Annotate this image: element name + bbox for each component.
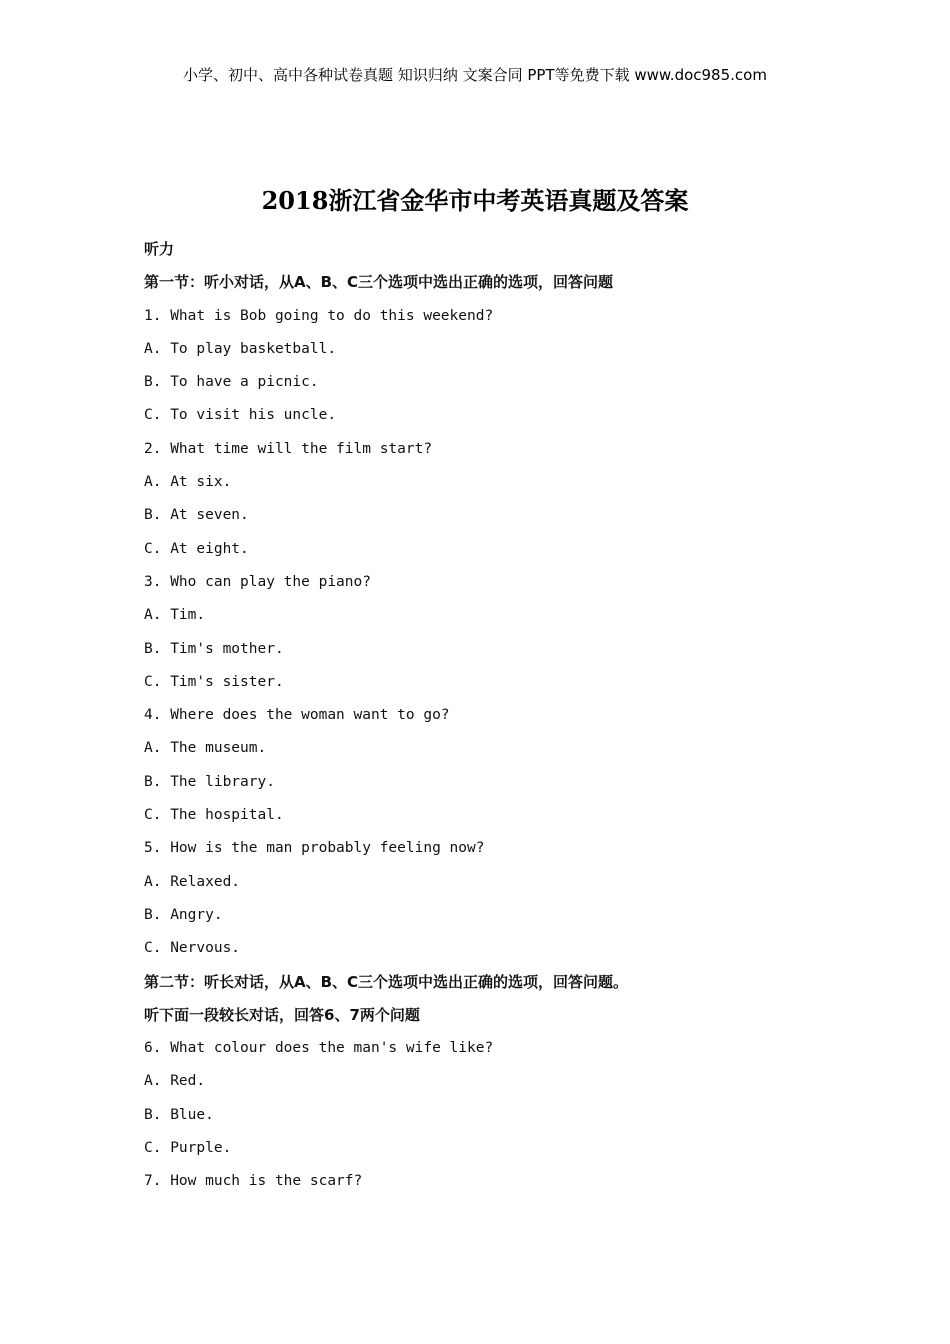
question-line: B. At seven. bbox=[144, 507, 249, 524]
question-line: B. Angry. bbox=[144, 906, 223, 923]
page-header-banner: 小学、初中、高中各种试卷真题 知识归纳 文案合同 PPT等免费下载 www.doc985.com bbox=[183, 66, 767, 84]
question-line: B. Tim's mother. bbox=[144, 640, 284, 657]
section-heading: 听下面一段较长对话，回答6、7两个问题 bbox=[144, 1005, 420, 1024]
question-line: C. To visit his uncle. bbox=[144, 407, 337, 424]
question-line: 7. How much is the scarf? bbox=[144, 1173, 363, 1190]
document-title: 2018浙江省金华市中考英语真题及答案 bbox=[261, 186, 689, 215]
question-line: B. The library. bbox=[144, 773, 275, 790]
question-line: 2. What time will the film start? bbox=[144, 440, 433, 457]
question-line: C. Purple. bbox=[144, 1140, 232, 1157]
question-line: A. To play basketball. bbox=[144, 340, 337, 357]
question-line: 1. What is Bob going to do this weekend? bbox=[144, 307, 494, 324]
question-line: C. Nervous. bbox=[144, 940, 241, 957]
question-line: B. To have a picnic. bbox=[144, 374, 319, 391]
question-line: A. Tim. bbox=[144, 607, 206, 624]
question-line: A. The museum. bbox=[144, 740, 267, 757]
question-line: B. Blue. bbox=[144, 1106, 214, 1123]
exam-content bbox=[144, 236, 844, 1202]
section-heading: 听力 bbox=[144, 240, 175, 258]
question-line: 4. Where does the woman want to go? bbox=[144, 707, 450, 724]
question-line: A. Relaxed. bbox=[144, 873, 241, 890]
question-line: 6. What colour does the man's wife like? bbox=[144, 1040, 494, 1057]
section-heading: 第一节：听小对话，从A、B、C三个选项中选出正确的选项，回答问题 bbox=[144, 273, 614, 292]
section-heading: 第二节：听长对话，从A、B、C三个选项中选出正确的选项，回答问题。 bbox=[144, 972, 629, 991]
question-line: 3. Who can play the piano? bbox=[144, 573, 371, 590]
question-line: A. Red. bbox=[144, 1073, 206, 1090]
question-line: C. The hospital. bbox=[144, 807, 284, 824]
question-line: C. Tim's sister. bbox=[144, 673, 284, 690]
question-line: C. At eight. bbox=[144, 540, 249, 557]
question-line: A. At six. bbox=[144, 474, 232, 491]
question-line: 5. How is the man probably feeling now? bbox=[144, 840, 485, 857]
